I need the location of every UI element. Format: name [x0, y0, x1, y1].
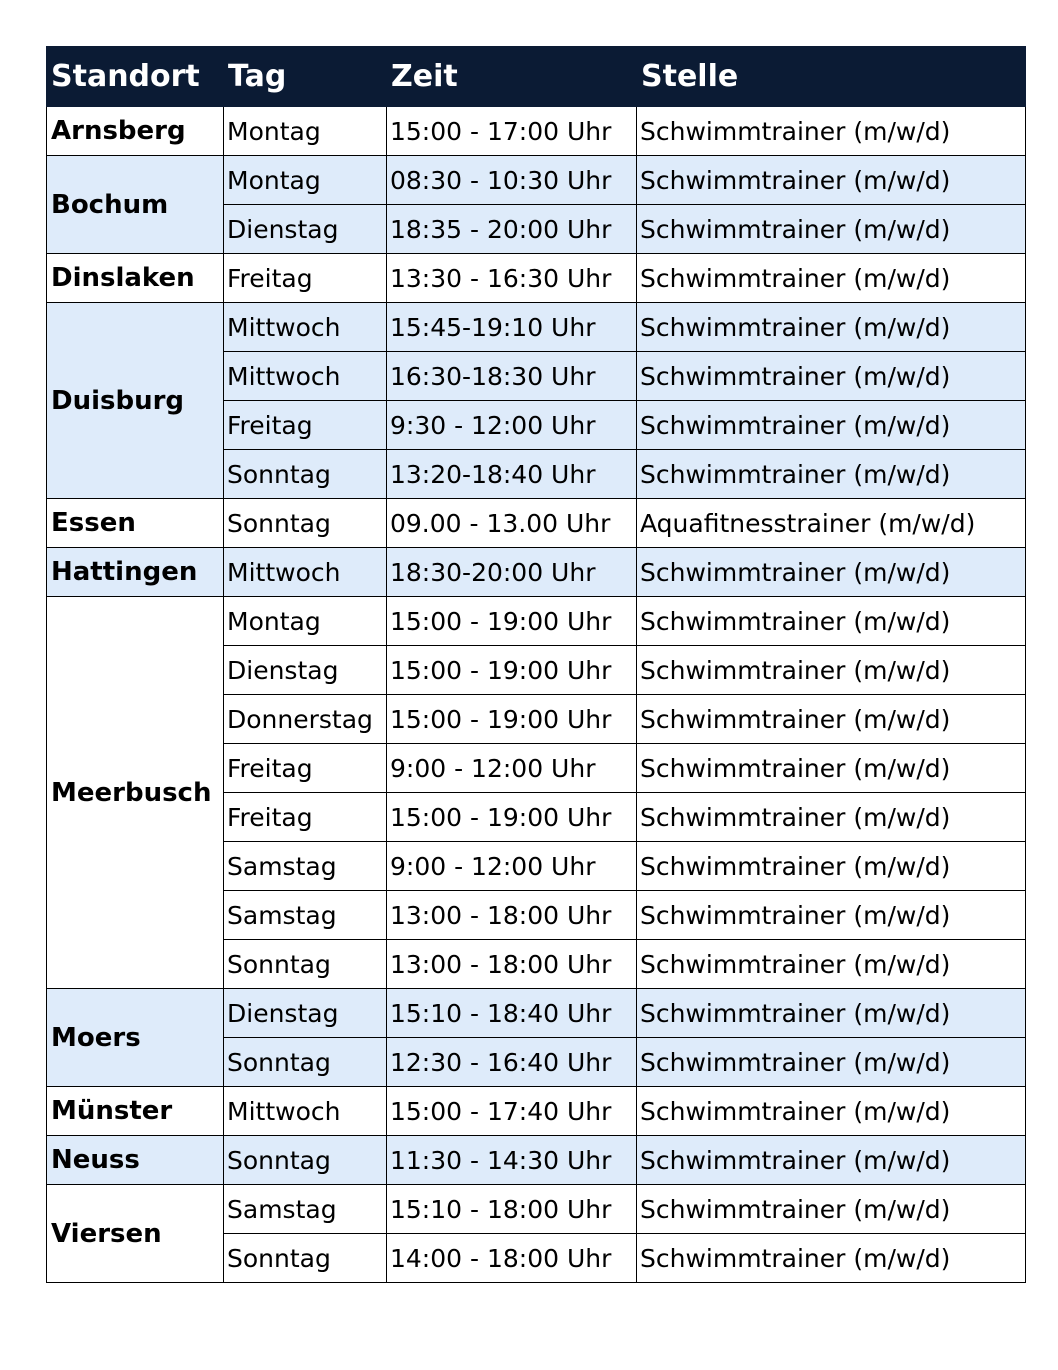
table-row: [47, 597, 1026, 646]
day-cell: Mittwoch: [224, 1087, 387, 1136]
day-cell: Donnerstag: [224, 695, 387, 744]
role-cell: Schwimmtrainer (m/w/d): [637, 793, 1026, 842]
role-cell: Schwimmtrainer (m/w/d): [637, 989, 1026, 1038]
day-cell: Montag: [224, 597, 387, 646]
day-cell: Sonntag: [224, 940, 387, 989]
time-cell: 12:30 - 16:40 Uhr: [387, 1038, 637, 1087]
role-cell: Schwimmtrainer (m/w/d): [637, 156, 1026, 205]
day-cell: Dienstag: [224, 205, 387, 254]
time-cell: 09.00 - 13.00 Uhr: [387, 499, 637, 548]
time-cell: 9:00 - 12:00 Uhr: [387, 842, 637, 891]
table-row: [47, 989, 1026, 1038]
role-cell: Schwimmtrainer (m/w/d): [637, 1038, 1026, 1087]
time-cell: 15:00 - 19:00 Uhr: [387, 646, 637, 695]
header-row: [47, 47, 1026, 107]
day-cell: Freitag: [224, 793, 387, 842]
time-cell: 15:00 - 19:00 Uhr: [387, 695, 637, 744]
table-header: [47, 47, 1026, 107]
role-cell: Schwimmtrainer (m/w/d): [637, 205, 1026, 254]
day-cell: Freitag: [224, 744, 387, 793]
role-cell: Schwimmtrainer (m/w/d): [637, 1087, 1026, 1136]
role-cell: Schwimmtrainer (m/w/d): [637, 842, 1026, 891]
header-stelle: Stelle: [637, 47, 1026, 107]
day-cell: Samstag: [224, 1185, 387, 1234]
role-cell: Schwimmtrainer (m/w/d): [637, 1234, 1026, 1283]
day-cell: Montag: [224, 156, 387, 205]
time-cell: 18:30-20:00 Uhr: [387, 548, 637, 597]
role-cell: Schwimmtrainer (m/w/d): [637, 1185, 1026, 1234]
role-cell: Schwimmtrainer (m/w/d): [637, 254, 1026, 303]
day-cell: Freitag: [224, 254, 387, 303]
table-row: [47, 1136, 1026, 1185]
day-cell: Sonntag: [224, 1136, 387, 1185]
table-body: [47, 107, 1026, 1283]
day-cell: Mittwoch: [224, 303, 387, 352]
role-cell: Schwimmtrainer (m/w/d): [637, 303, 1026, 352]
day-cell: Sonntag: [224, 1038, 387, 1087]
location-cell: Bochum: [47, 156, 224, 254]
time-cell: 15:00 - 19:00 Uhr: [387, 597, 637, 646]
role-cell: Schwimmtrainer (m/w/d): [637, 401, 1026, 450]
schedule-table: [46, 46, 1026, 1283]
table-row: [47, 1185, 1026, 1234]
time-cell: 15:45-19:10 Uhr: [387, 303, 637, 352]
table-row: [47, 548, 1026, 597]
role-cell: Schwimmtrainer (m/w/d): [637, 891, 1026, 940]
location-cell: Meerbusch: [47, 597, 224, 989]
time-cell: 16:30-18:30 Uhr: [387, 352, 637, 401]
table-row: [47, 1087, 1026, 1136]
header-tag: Tag: [224, 47, 387, 107]
role-cell: Schwimmtrainer (m/w/d): [637, 107, 1026, 156]
day-cell: Sonntag: [224, 450, 387, 499]
day-cell: Dienstag: [224, 646, 387, 695]
location-cell: Essen: [47, 499, 224, 548]
header-standort: Standort: [47, 47, 224, 107]
day-cell: Mittwoch: [224, 548, 387, 597]
time-cell: 9:00 - 12:00 Uhr: [387, 744, 637, 793]
role-cell: Schwimmtrainer (m/w/d): [637, 744, 1026, 793]
role-cell: Schwimmtrainer (m/w/d): [637, 646, 1026, 695]
day-cell: Montag: [224, 107, 387, 156]
table-row: [47, 156, 1026, 205]
time-cell: 15:10 - 18:00 Uhr: [387, 1185, 637, 1234]
role-cell: Schwimmtrainer (m/w/d): [637, 597, 1026, 646]
header-zeit: Zeit: [387, 47, 637, 107]
time-cell: 15:00 - 17:00 Uhr: [387, 107, 637, 156]
location-cell: Duisburg: [47, 303, 224, 499]
table-row: [47, 499, 1026, 548]
day-cell: Samstag: [224, 891, 387, 940]
time-cell: 11:30 - 14:30 Uhr: [387, 1136, 637, 1185]
time-cell: 18:35 - 20:00 Uhr: [387, 205, 637, 254]
time-cell: 13:20-18:40 Uhr: [387, 450, 637, 499]
time-cell: 08:30 - 10:30 Uhr: [387, 156, 637, 205]
table-row: [47, 303, 1026, 352]
time-cell: 15:00 - 17:40 Uhr: [387, 1087, 637, 1136]
day-cell: Sonntag: [224, 499, 387, 548]
location-cell: Dinslaken: [47, 254, 224, 303]
time-cell: 14:00 - 18:00 Uhr: [387, 1234, 637, 1283]
table-row: [47, 254, 1026, 303]
day-cell: Mittwoch: [224, 352, 387, 401]
time-cell: 9:30 - 12:00 Uhr: [387, 401, 637, 450]
day-cell: Samstag: [224, 842, 387, 891]
location-cell: Hattingen: [47, 548, 224, 597]
time-cell: 13:00 - 18:00 Uhr: [387, 940, 637, 989]
table-row: [47, 107, 1026, 156]
day-cell: Freitag: [224, 401, 387, 450]
location-cell: Neuss: [47, 1136, 224, 1185]
time-cell: 13:30 - 16:30 Uhr: [387, 254, 637, 303]
time-cell: 15:10 - 18:40 Uhr: [387, 989, 637, 1038]
role-cell: Schwimmtrainer (m/w/d): [637, 548, 1026, 597]
day-cell: Sonntag: [224, 1234, 387, 1283]
day-cell: Dienstag: [224, 989, 387, 1038]
location-cell: Moers: [47, 989, 224, 1087]
location-cell: Arnsberg: [47, 107, 224, 156]
time-cell: 13:00 - 18:00 Uhr: [387, 891, 637, 940]
time-cell: 15:00 - 19:00 Uhr: [387, 793, 637, 842]
role-cell: Schwimmtrainer (m/w/d): [637, 1136, 1026, 1185]
role-cell: Schwimmtrainer (m/w/d): [637, 450, 1026, 499]
location-cell: Viersen: [47, 1185, 224, 1283]
role-cell: Schwimmtrainer (m/w/d): [637, 352, 1026, 401]
role-cell: Schwimmtrainer (m/w/d): [637, 940, 1026, 989]
role-cell: Schwimmtrainer (m/w/d): [637, 695, 1026, 744]
role-cell: Aquafitnesstrainer (m/w/d): [637, 499, 1026, 548]
location-cell: Münster: [47, 1087, 224, 1136]
